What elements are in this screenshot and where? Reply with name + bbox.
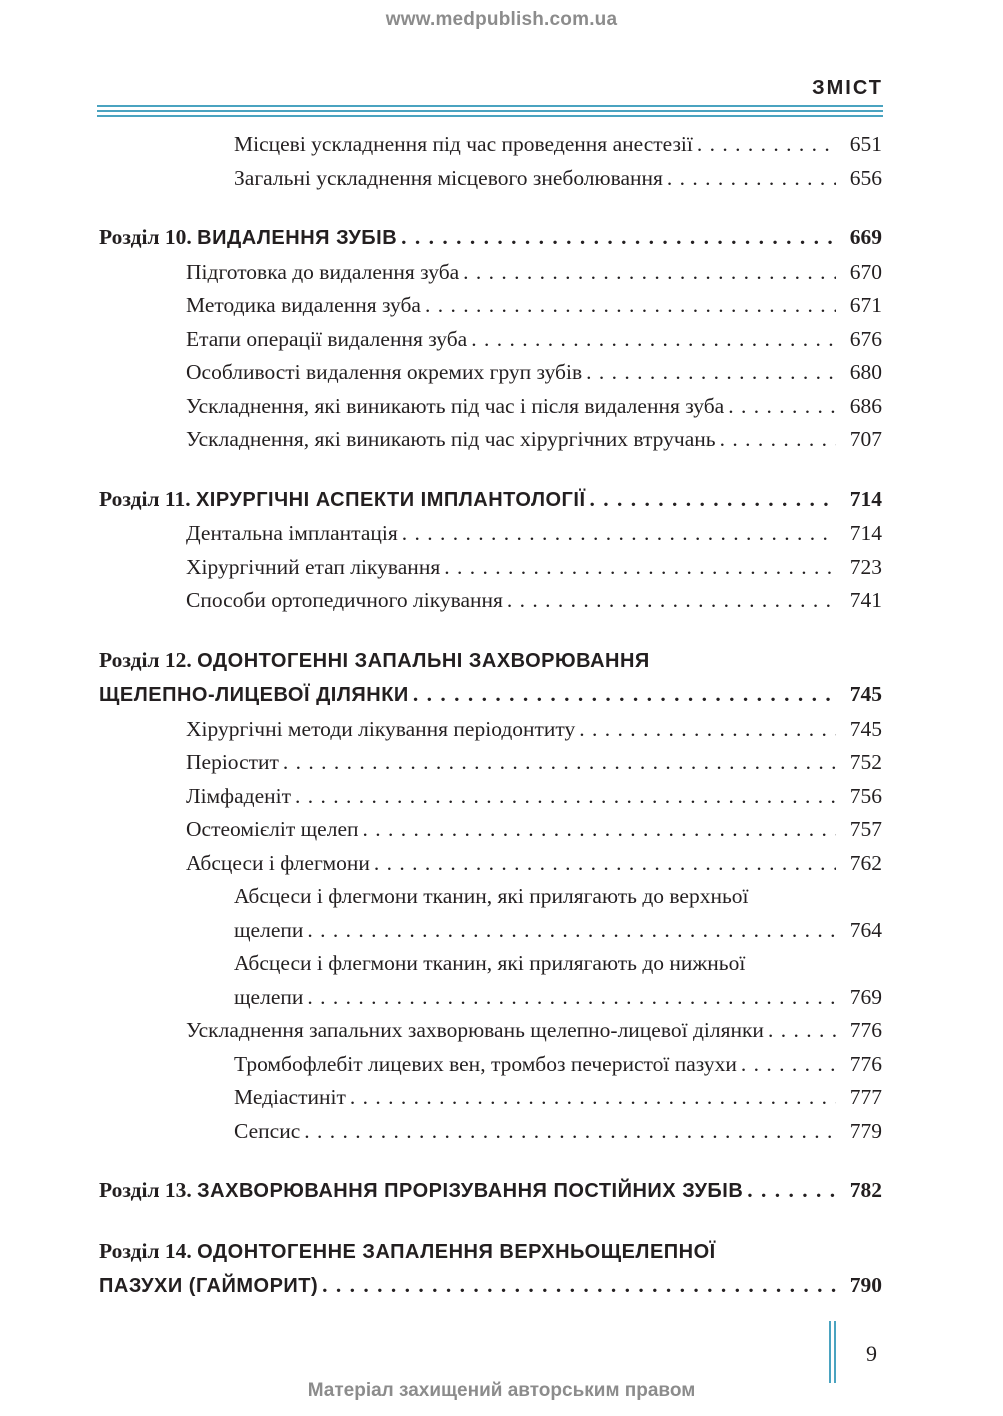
copyright-notice: Матеріал захищений авторським правом bbox=[307, 1380, 696, 1401]
toc-entry[interactable] bbox=[99, 746, 882, 780]
chapter-prefix: Розділ 10. bbox=[99, 225, 192, 249]
toc-entry-title: Методика видалення зуба bbox=[186, 293, 421, 317]
leader-dots bbox=[425, 289, 836, 323]
toc-entry-page: 714 bbox=[849, 521, 882, 545]
toc-chapter-12[interactable] bbox=[99, 678, 882, 713]
toc-entry-title: Хірургічний етап лікування bbox=[186, 554, 441, 579]
toc-entry-title: щелепи bbox=[234, 984, 304, 1009]
chapter-page: 714 bbox=[849, 486, 882, 511]
leader-dots bbox=[697, 128, 836, 162]
leader-dots bbox=[283, 746, 836, 780]
toc-entry-title: Дентальна імплантація bbox=[186, 521, 398, 545]
toc-entry-page: 676 bbox=[849, 326, 882, 351]
leader-dots bbox=[307, 914, 836, 948]
leader-dots bbox=[667, 162, 836, 196]
chapter-page: 782 bbox=[849, 1178, 882, 1202]
toc-entry-title: Хірургічні методи лікування періодонтиту bbox=[186, 716, 576, 741]
toc-entry[interactable] bbox=[99, 1014, 882, 1048]
toc-subentry[interactable] bbox=[99, 981, 882, 1015]
toc-entry-title: Підготовка до видалення зуба bbox=[186, 259, 460, 284]
toc-entry[interactable] bbox=[99, 256, 882, 290]
leader-dots bbox=[304, 1115, 836, 1149]
chapter-title-line1: ОДОНТОГЕННЕ ЗАПАЛЕННЯ ВЕРХНЬОЩЕЛЕПНОЇ bbox=[197, 1240, 716, 1263]
leader-dots bbox=[579, 713, 836, 747]
toc-entry[interactable] bbox=[99, 780, 882, 814]
header-rule bbox=[97, 110, 883, 112]
toc-entry-page: 723 bbox=[849, 554, 882, 579]
chapter-page: 745 bbox=[849, 682, 882, 706]
leader-dots bbox=[747, 1174, 836, 1208]
toc-entry-page: 779 bbox=[849, 1118, 882, 1143]
toc-entry-page: 670 bbox=[849, 259, 882, 284]
toc-entry-page: 776 bbox=[849, 1051, 882, 1076]
toc-entry[interactable] bbox=[99, 813, 882, 847]
toc-chapter-14-heading[interactable] bbox=[99, 1235, 882, 1270]
leader-dots bbox=[401, 221, 836, 255]
toc-entry[interactable] bbox=[99, 390, 882, 424]
toc-entry-title: Ускладнення запальних захворювань щелепно-лицевої ділянки bbox=[186, 1018, 764, 1042]
toc-entry[interactable] bbox=[99, 713, 882, 747]
chapter-page: 790 bbox=[849, 1273, 882, 1297]
leader-dots bbox=[589, 483, 836, 517]
toc-entry-page: 776 bbox=[849, 1018, 882, 1042]
toc-chapter-13[interactable] bbox=[99, 1174, 882, 1209]
toc-entry[interactable] bbox=[99, 551, 882, 585]
toc-entry-page: 777 bbox=[849, 1085, 882, 1109]
toc-entry-page: 686 bbox=[849, 393, 882, 418]
toc-entry[interactable] bbox=[99, 323, 882, 357]
leader-dots bbox=[363, 813, 836, 847]
toc-entry-page: 651 bbox=[849, 132, 882, 156]
toc-entry-page: 756 bbox=[849, 783, 882, 808]
leader-dots bbox=[768, 1014, 836, 1048]
toc-entry-page: 764 bbox=[849, 917, 882, 942]
leader-dots bbox=[307, 981, 836, 1015]
toc-entry-page: 741 bbox=[849, 588, 882, 612]
leader-dots bbox=[471, 323, 836, 357]
toc-entry-title: Ускладнення, які виникають під час і після видалення зуба bbox=[186, 393, 725, 418]
leader-dots bbox=[507, 584, 836, 618]
leader-dots bbox=[350, 1081, 836, 1115]
toc-subentry[interactable] bbox=[99, 1081, 882, 1115]
toc-entry-page: 680 bbox=[849, 360, 882, 384]
toc-subentry[interactable] bbox=[99, 1048, 882, 1082]
toc-chapter-14[interactable] bbox=[99, 1269, 882, 1304]
toc-entry-page: 745 bbox=[849, 716, 882, 741]
toc-subentry-heading[interactable]: Абсцеси і флегмони тканин, які прилягають до верхньої bbox=[234, 884, 749, 908]
leader-dots bbox=[463, 256, 836, 290]
toc-entry-page: 769 bbox=[849, 984, 882, 1009]
chapter-title-line1: ОДОНТОГЕННІ ЗАПАЛЬНІ ЗАХВОРЮВАННЯ bbox=[197, 649, 650, 672]
toc-subentry[interactable] bbox=[99, 914, 882, 948]
leader-dots bbox=[374, 847, 836, 881]
table-of-contents bbox=[99, 128, 882, 1304]
toc-entry-title: Загальні ускладнення місцевого знеболювання bbox=[234, 165, 663, 190]
toc-entry-title: Тромбофлебіт лицевих вен, тромбоз печеристої пазухи bbox=[234, 1051, 737, 1076]
toc-entry-page: 656 bbox=[849, 165, 882, 190]
toc-entry-title: Абсцеси і флегмони bbox=[186, 850, 370, 875]
page-number-bar bbox=[829, 1321, 831, 1383]
toc-entry-page: 752 bbox=[849, 750, 882, 774]
toc-entry-title: Способи ортопедичного лікування bbox=[186, 588, 503, 612]
leader-dots bbox=[322, 1269, 836, 1303]
toc-entry-page: 707 bbox=[849, 427, 882, 451]
toc-entry[interactable] bbox=[99, 517, 882, 551]
chapter-title: ХІРУРГІЧНІ АСПЕКТИ ІМПЛАНТОЛОГІЇ bbox=[195, 488, 586, 511]
chapter-prefix: Розділ 11. bbox=[99, 486, 191, 511]
toc-entry-title: Остеомієліт щелеп bbox=[186, 817, 359, 841]
chapter-title: ВИДАЛЕННЯ ЗУБІВ bbox=[197, 227, 398, 249]
section-title: ЗМІСТ bbox=[812, 77, 883, 99]
site-url[interactable]: www.medpublish.com.ua bbox=[385, 9, 618, 30]
toc-entry-page: 762 bbox=[849, 850, 882, 875]
page-number: 9 bbox=[866, 1341, 877, 1366]
toc-entry-title: Сепсис bbox=[234, 1118, 301, 1143]
toc-entry[interactable] bbox=[99, 128, 882, 162]
toc-entry[interactable] bbox=[99, 162, 882, 196]
chapter-page: 669 bbox=[849, 225, 882, 249]
chapter-title-line2: ЩЕЛЕПНО-ЛИЦЕВОЇ ДІЛЯНКИ bbox=[99, 684, 409, 706]
toc-entry-page: 757 bbox=[849, 817, 882, 841]
chapter-prefix: Розділ 14. bbox=[99, 1238, 192, 1263]
toc-entry-title: Лімфаденіт bbox=[186, 783, 291, 808]
chapter-title: ЗАХВОРЮВАННЯ ПРОРІЗУВАННЯ ПОСТІЙНИХ ЗУБІВ bbox=[197, 1180, 744, 1202]
toc-entry-title: Медіастиніт bbox=[234, 1085, 346, 1109]
leader-dots bbox=[586, 356, 836, 390]
toc-entry-title: щелепи bbox=[234, 917, 304, 942]
leader-dots bbox=[295, 780, 836, 814]
leader-dots bbox=[444, 551, 836, 585]
chapter-prefix: Розділ 12. bbox=[99, 647, 192, 672]
leader-dots bbox=[402, 517, 836, 551]
leader-dots bbox=[741, 1048, 836, 1082]
toc-entry-title: Етапи операції видалення зуба bbox=[186, 326, 468, 351]
leader-dots bbox=[728, 390, 836, 424]
toc-entry-title: Ускладнення, які виникають під час хірургічних втручань bbox=[186, 427, 716, 451]
chapter-prefix: Розділ 13. bbox=[99, 1178, 192, 1202]
header-rule bbox=[97, 115, 883, 117]
toc-entry-page: 671 bbox=[849, 293, 882, 317]
toc-chapter-10[interactable] bbox=[99, 221, 882, 256]
page-number-bar bbox=[834, 1321, 836, 1383]
toc-entry-title: Місцеві ускладнення під час проведення анестезії bbox=[234, 132, 693, 156]
toc-chapter-11[interactable] bbox=[99, 483, 882, 518]
leader-dots bbox=[413, 678, 836, 712]
toc-entry[interactable] bbox=[99, 356, 882, 390]
toc-subentry[interactable] bbox=[99, 1115, 882, 1149]
header-rule bbox=[97, 105, 883, 107]
toc-entry-title: Періостит bbox=[186, 750, 279, 774]
toc-entry[interactable] bbox=[99, 423, 882, 457]
toc-entry[interactable] bbox=[99, 289, 882, 323]
toc-chapter-12-heading[interactable] bbox=[99, 644, 882, 679]
toc-entry-title: Особливості видалення окремих груп зубів bbox=[186, 360, 583, 384]
toc-entry[interactable] bbox=[99, 847, 882, 881]
toc-subentry-heading[interactable]: Абсцеси і флегмони тканин, які прилягають до нижньої bbox=[234, 951, 746, 975]
leader-dots bbox=[720, 423, 836, 457]
chapter-title-line2: ПАЗУХИ (ГАЙМОРИТ) bbox=[99, 1275, 319, 1297]
toc-entry[interactable] bbox=[99, 584, 882, 618]
